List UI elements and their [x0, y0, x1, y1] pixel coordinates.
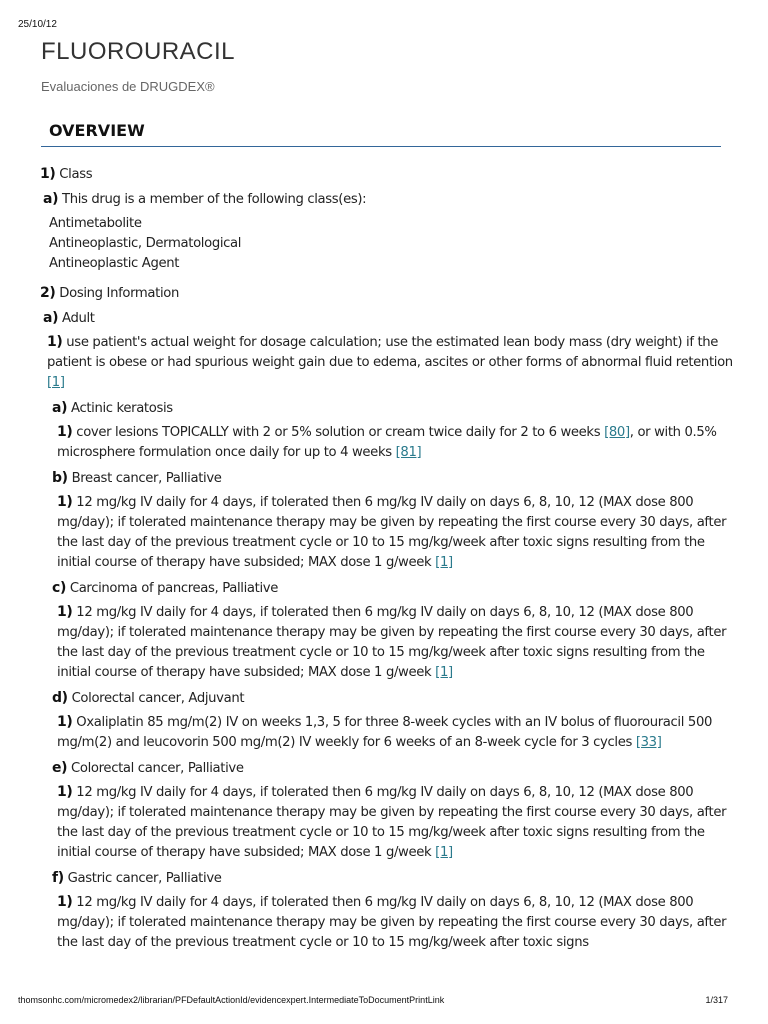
item-number: 1) — [57, 714, 73, 730]
item-number: f) — [52, 870, 64, 886]
footer-url: thomsonhc.com/micromedex2/librarian/PFDefaultActionId/evidencexpert.IntermediateToDocumentPrintLink — [18, 995, 445, 1005]
reference-link[interactable]: [1] — [435, 665, 453, 680]
item-number: 1) — [57, 604, 73, 620]
class-subheading — [43, 189, 738, 210]
reference-link[interactable]: [1] — [435, 555, 453, 570]
indication-title: Carcinoma of pancreas, Palliative — [69, 581, 278, 596]
class-list-item: Antineoplastic, Dermatological — [49, 236, 242, 251]
print-date: 25/10/12 — [18, 19, 57, 30]
item-number: 1) — [57, 424, 73, 440]
paragraph-text: , or with 0.5% microsphere formulation once daily for up to 4 weeks — [57, 425, 717, 460]
indication-dosing-paragraph — [57, 712, 738, 753]
paragraph-text: 12 mg/kg IV daily for 4 days, if tolerated then 6 mg/kg IV daily on days 6, 8, 10, 12 (MAX dose 800 mg/day); if tolerated maintenance therapy may be given by repeating the first course every 30 days, after the last day of the previous treatment cycle or 10 to 15 mg/kg/week after toxic signs resulting from the initial course of therapy have subsided; MAX dose 1 g/week — [57, 495, 727, 570]
class-heading-label: Class — [59, 167, 93, 182]
reference-link[interactable]: [81] — [395, 445, 422, 460]
paragraph-text: cover lesions TOPICALLY with 2 or 5% solution or cream twice daily for 2 to 6 weeks — [76, 425, 601, 440]
item-number: 1) — [57, 894, 73, 910]
class-heading — [40, 164, 738, 185]
indication-heading — [52, 398, 738, 419]
item-number: a) — [52, 400, 68, 416]
indication-title: Colorectal cancer, Adjuvant — [71, 691, 245, 706]
class-list-item: Antineoplastic Agent — [49, 256, 180, 271]
paragraph-text: use patient's actual weight for dosage calculation; use the estimated lean body mass (dry weight) if the patient is obese or had spurious weight gain due to edema, ascites or other forms of abnormal fluid retention — [47, 335, 733, 370]
reference-link[interactable]: [1] — [435, 845, 453, 860]
dosing-heading — [40, 283, 738, 304]
adult-subheading — [43, 308, 738, 329]
item-number: 1) — [47, 334, 63, 350]
reference-link[interactable]: [1] — [47, 375, 65, 390]
indication-heading — [52, 468, 738, 489]
indication-dosing-paragraph — [57, 892, 738, 953]
item-number: 1) — [57, 784, 73, 800]
indication-title: Breast cancer, Palliative — [71, 471, 222, 486]
indication-title: Actinic keratosis — [71, 401, 173, 416]
page-title: FLUOROURACIL — [41, 38, 236, 65]
paragraph-text: 12 mg/kg IV daily for 4 days, if tolerated then 6 mg/kg IV daily on days 6, 8, 10, 12 (MAX dose 800 mg/day); if tolerated maintenance therapy may be given by repeating the first course every 30 days, after the last day of the previous treatment cycle or 10 to 15 mg/kg/week after toxic signs — [57, 895, 727, 950]
paragraph-text: 12 mg/kg IV daily for 4 days, if tolerated then 6 mg/kg IV daily on days 6, 8, 10, 12 (MAX dose 800 mg/day); if tolerated maintenance therapy may be given by repeating the first course every 30 days, after the last day of the previous treatment cycle or 10 to 15 mg/kg/week after toxic signs resulting from the initial course of therapy have subsided; MAX dose 1 g/week — [57, 785, 727, 860]
item-number: a) — [43, 310, 59, 326]
indication-dosing-paragraph — [57, 492, 738, 573]
paragraph-text: Oxaliplatin 85 mg/m(2) IV on weeks 1,3, 5 for three 8-week cycles with an IV bolus of fluorouracil 500 mg/m(2) and leucovorin 500 mg/m(2) IV weekly for 6 weeks of an 8-week cycle for 3 cycles — [57, 715, 713, 750]
item-number: c) — [52, 580, 66, 596]
section-heading-overview — [41, 119, 721, 147]
reference-link[interactable]: [80] — [604, 425, 630, 440]
adult-subheading-label: Adult — [62, 311, 95, 326]
item-number: 1) — [40, 166, 56, 182]
section-heading-label: OVERVIEW — [49, 121, 145, 140]
class-list — [49, 214, 738, 274]
indication-title: Gastric cancer, Palliative — [67, 871, 222, 886]
document-body — [38, 164, 738, 953]
indication-heading — [52, 688, 738, 709]
reference-link[interactable]: [33] — [635, 735, 662, 750]
item-number: e) — [52, 760, 68, 776]
indication-title: Colorectal cancer, Palliative — [71, 761, 244, 776]
paragraph-text: 12 mg/kg IV daily for 4 days, if tolerated then 6 mg/kg IV daily on days 6, 8, 10, 12 (MAX dose 800 mg/day); if tolerated maintenance therapy may be given by repeating the first course every 30 days, after the last day of the previous treatment cycle or 10 to 15 mg/kg/week after toxic signs resulting from the initial course of therapy have subsided; MAX dose 1 g/week — [57, 605, 727, 680]
indication-dosing-paragraph — [57, 602, 738, 683]
item-number: 2) — [40, 285, 56, 301]
indication-dosing-paragraph — [57, 422, 738, 463]
indication-heading — [52, 868, 738, 889]
item-number: a) — [43, 191, 59, 207]
indication-dosing-paragraph — [57, 782, 738, 863]
class-subheading-label: This drug is a member of the following class(es): — [62, 192, 367, 207]
item-number: b) — [52, 470, 68, 486]
general-dosing-paragraph — [47, 332, 738, 393]
indication-heading — [52, 758, 738, 779]
indication-heading — [52, 578, 738, 599]
item-number: 1) — [57, 494, 73, 510]
page-subtitle: Evaluaciones de DRUGDEX® — [41, 79, 215, 94]
dosing-heading-label: Dosing Information — [59, 286, 180, 301]
class-list-item: Antimetabolite — [49, 216, 142, 231]
page-number: 1/317 — [705, 995, 728, 1005]
item-number: d) — [52, 690, 68, 706]
